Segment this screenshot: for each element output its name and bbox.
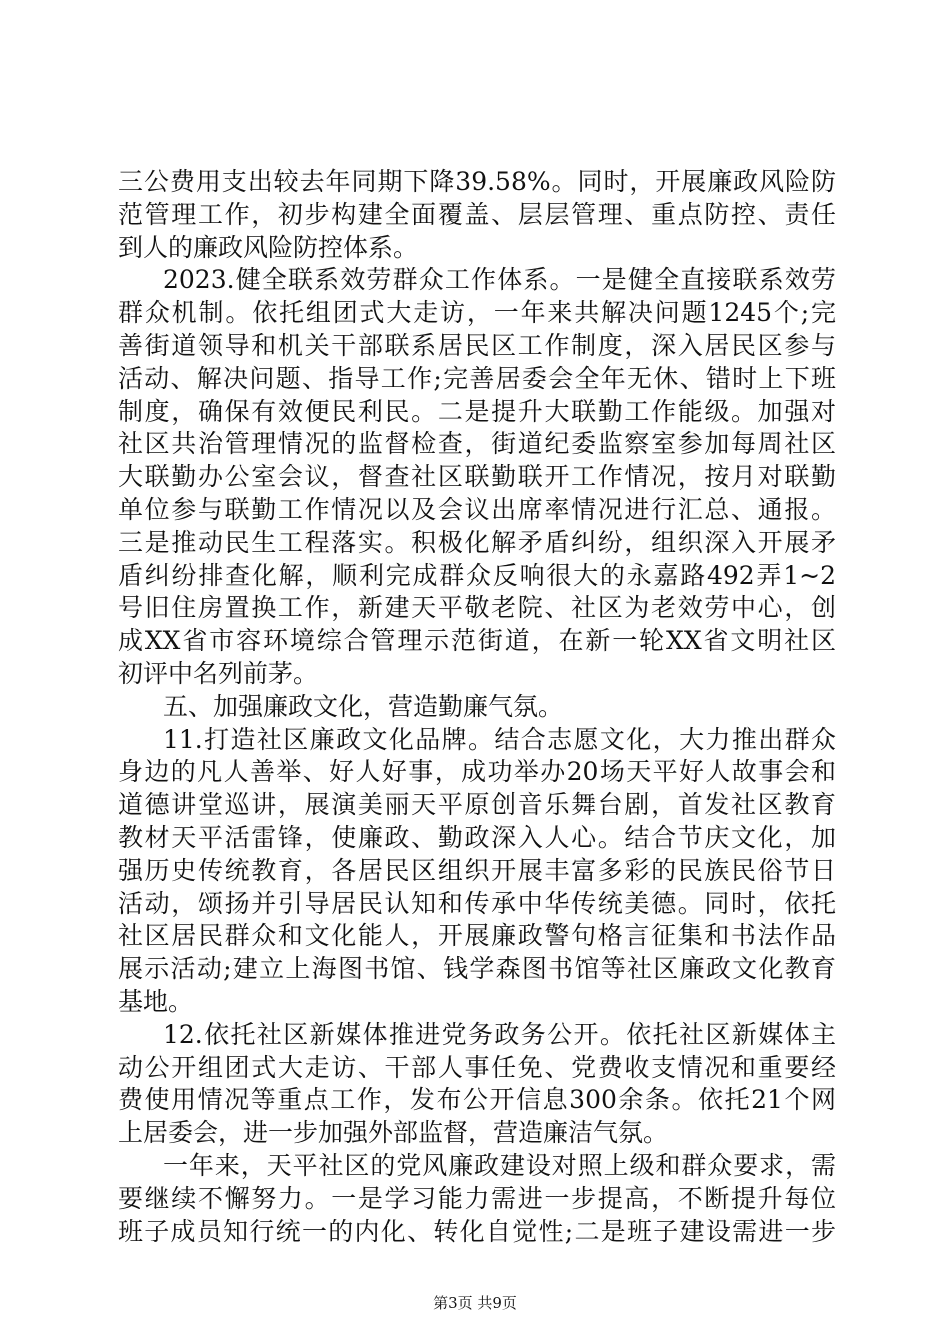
text-line: 到人的廉政风险防控体系。	[118, 232, 419, 262]
text-line: 强历史传统教育，各居民区组织开展丰富多彩的民族民俗节日	[118, 855, 836, 885]
text-line: 初评中名列前茅。	[118, 658, 319, 688]
text-line: 三公费用支出较去年同期下降39.58%。同时，开展廉政风险防	[118, 167, 836, 196]
text-line: 制度，确保有效便民利民。二是提升大联勤工作能级。加强对	[118, 396, 836, 426]
text-line: 要继续不懈努力。一是学习能力需进一步提高，不断提升每位	[118, 1183, 836, 1213]
text-line: 教材天平活雷锋，使廉政、勤政深入人心。结合节庆文化，加	[118, 822, 836, 852]
text-line: 大联勤办公室会议，督查社区联勤联开工作情况，按月对联勤	[118, 462, 836, 492]
text-line: 三是推动民生工程落实。积极化解矛盾纠纷，组织深入开展矛	[118, 527, 836, 557]
text-line: 成XX省市容环境综合管理示范街道，在新一轮XX省文明社区	[118, 626, 836, 656]
document-body	[118, 166, 836, 1248]
text-line: 费使用情况等重点工作，发布公开信息300余条。依托21个网	[118, 1085, 836, 1115]
text-line: 11.打造社区廉政文化品牌。结合志愿文化，大力推出群众	[163, 724, 836, 754]
text-line: 一年来，天平社区的党风廉政建设对照上级和群众要求，需	[163, 1150, 836, 1180]
text-line: 群众机制。依托组团式大走访，一年来共解决问题1245个;完	[118, 298, 836, 328]
text-line: 基地。	[118, 986, 194, 1016]
text-line: 盾纠纷排查化解，顺利完成群众反响很大的永嘉路492弄1~2	[118, 560, 836, 590]
text-line: 活动，颂扬并引导居民认知和传承中华传统美德。同时，依托	[118, 888, 836, 918]
text-line: 动公开组团式大走访、干部人事任免、党费收支情况和重要经	[118, 1052, 836, 1082]
text-line: 善街道领导和机关干部联系居民区工作制度，深入居民区参与	[118, 330, 836, 360]
text-line: 号旧住房置换工作，新建天平敬老院、社区为老效劳中心，创	[118, 593, 836, 623]
text-line: 社区居民群众和文化能人，开展廉政警句格言征集和书法作品	[118, 921, 836, 951]
text-line: 展示活动;建立上海图书馆、钱学森图书馆等社区廉政文化教育	[118, 954, 836, 984]
text-line: 五、加强廉政文化，营造勤廉气氛。	[163, 691, 564, 721]
text-line: 社区共治管理情况的监督检查，街道纪委监察室参加每周社区	[118, 429, 836, 459]
text-line: 12.依托社区新媒体推进党务政务公开。依托社区新媒体主	[163, 1019, 836, 1049]
text-line: 上居委会，进一步加强外部监督，营造廉洁气氛。	[118, 1118, 669, 1148]
text-line: 班子成员知行统一的内化、转化自觉性;二是班子建设需进一步	[118, 1216, 836, 1246]
text-line: 范管理工作，初步构建全面覆盖、层层管理、重点防控、责任	[118, 199, 836, 229]
page-footer: 第3页 共9页	[433, 1294, 517, 1312]
text-line: 2023.健全联系效劳群众工作体系。一是健全直接联系效劳	[163, 265, 836, 295]
text-line: 道德讲堂巡讲，展演美丽天平原创音乐舞台剧，首发社区教育	[118, 790, 836, 820]
text-line: 活动、解决问题、指导工作;完善居委会全年无休、错时上下班	[118, 363, 836, 393]
text-line: 身边的凡人善举、好人好事，成功举办20场天平好人故事会和	[118, 757, 836, 787]
text-line: 单位参与联勤工作情况以及会议出席率情况进行汇总、通报。	[118, 494, 836, 524]
